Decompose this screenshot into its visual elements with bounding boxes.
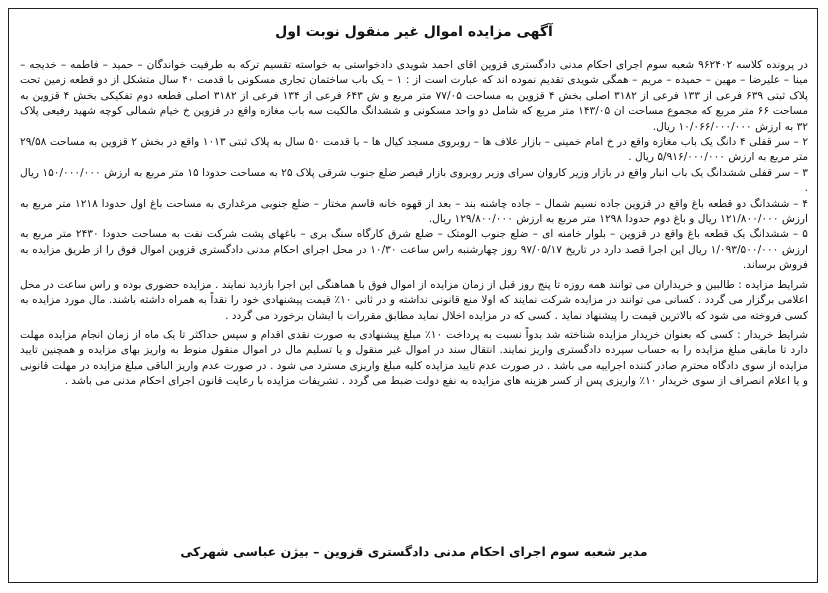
notice-body [14,14,814,390]
buyer-terms-paragraph: شرایط خریدار : کسی که بعنوان خریدار مزایده شناخته شد بدواً نسبت به پرداخت ۱۰٪ مبلغ پیشنهادی به صورت نقدی اقدام و سپس حداکثر تا یک ماه از زمان انجام مزایده مهلت دارد تا مابقی مبلغ مزایده را به حساب سپرده دادگستری واریز نمایند. انتقال سند در اموال غیر منقول و یا تسلیم مال در اموال منقول منوط به واریز بهای مزایده و همچنین تایید مزایده از سوی دادگاه محترم صادر کننده اجراییه می باشد . در صورت عدم تایید مزایده کلیه مبلغ واریزی مسترد می شود . در صورت عدم واریز الباقی مبلغ مزایده در مهلت قانونی و یا اعلام انصراف از سوی خریدار ۱۰٪ واریزی پس از کسر هزینه های مزایده به نفع دولت ضبط می گردد . تشریفات مزایده با رعایت قانون اجرای احکام مدنی می باشد . [20,328,808,388]
notice-title: آگهی مزایده اموال غیر منقول نوبت اول [275,24,553,40]
auction-terms-paragraph: شرایط مزایده : طالبین و خریداران می توانند همه روزه تا پنج روز قبل از زمان مزایده از اموال فوق با هماهنگی این اجرا بازدید نمایند . مزایده حضوری بوده و راس ساعت در محل اعلامی برگزار می گردد . کسانی می توانند در مزایده شرکت نمایند که اولا منع قانونی نداشته و در ثانی ۱۰٪ قیمت پیشنهادی خود را نقداً به همراه داشته باشند. مال مورد مزایده به کسی فروخته می شود که بالاترین قیمت را پیشنهاد نماید . کسی که در مزایده اخلال نماید مطابق مقررات با ایشان برخورد می گردد . [20,278,808,322]
item-4-paragraph: ۴ – ششدانگ دو قطعه باغ واقع در قزوین جاده نسیم شمال – جاده چاشنه بند – بعد از قهوه خانه قاسم مختار – ضلع جنوبی مرغداری به مساحت باغ اول حدودا ۱۲۱۸ متر مربع به ارزش ۱۲۱/۸۰۰/۰۰۰ ریال و باغ دوم حدودا ۱۲۹۸ متر مربع به ارزش ۱۲۹/۸۰۰/۰۰۰ ریال. [20,197,808,226]
item-5-paragraph: ۵ – ششدانگ یک قطعه باغ واقع در قزوین – بلوار خامنه ای – ضلع جنوب الومتک – ضلع شرق کارگاه سنگ بری – باغهای پشت شرکت نفت به مساحت حدودا ۲۴۳۰ متر مربع به ارزش ۱/۰۹۳/۵۰۰/۰۰۰ ریال این اجرا قصد دارد در تاریخ ۹۷/۰۵/۱۷ روز چهارشنبه راس ساعت ۱۰/۳۰ در محل اجرای احکام مدنی دادگستری قزوین اموال فوق را از طریق مزایده به فروش برساند. [20,228,808,272]
item-3-paragraph: ۳ – سر قفلی ششدانگ یک باب انبار واقع در بازار وزیر کاروان سرای وزیر روبروی بازار قیصر ضلع جنوب شرقی پلاک ۲۵ به مساحت حدودا ۱۵ متر مربع به ارزش ۱۵۰/۰۰۰/۰۰۰ ریال . [20,166,808,195]
item-2-paragraph: ۲ – سر قفلی ۴ دانگ یک باب مغازه واقع در خ امام خمینی – بازار علاف ها – روبروی مسجد کیال ها – با قدمت ۵۰ سال به پلاک ثبتی ۱۰۱۳ واقع در بخش ۲ قزوین به مساحت ۲۹/۵۸ متر مربع به ارزش ۵/۹۱۶/۰۰۰/۰۰۰ ریال . [20,136,809,164]
intro-paragraph: در پرونده کلاسه ۹۶۲۴۰۲ شعبه سوم اجرای احکام مدنی دادگستری قزوین اقای احمد شویدی دادخواستی به خواسته تقسیم ترکه به طرفیت خواندگان – حمید – فاطمه – خدیجه – مینا – علیرضا – مهین – حمیده – مریم – همگی شویدی تقدیم نموده اند که عبارت است از : ۱ – یک باب ساختمان تجاری مسکونی با قدمت ۴۰ سال متشکل از دو قطعه زمین تحت پلاک ثبتی ۶۳۹ فرعی از ۱۳۳ فرعی از ۳۱۸۲ اصلی بخش ۴ قزوین به مساحت ۷۷/۰۵ متر مربع و ش ۶۴۳ فرعی از ۱۳۴ فرعی از ۳۱۸۲ اصلی قطعه دوم تفکیکی بخش ۴ قزوین به مساحت ۶۶ متر مربع که مجموع مساحت ان ۱۴۳/۰۵ متر مربع که شامل دو واحد مسکونی و ششدانگ مالکیت سه باب مغازه واقع در قزوین خ خیام شمالی کوچه شهید رفیعی پلاک ۳۲ به ارزش ۱۰/۰۶۶/۰۰۰/۰۰۰ ریال. [20,59,809,133]
signature-line: مدیر شعبه سوم اجرای احکام مدنی دادگستری قزوین – بیژن عباسی شهرکی [180,544,648,559]
